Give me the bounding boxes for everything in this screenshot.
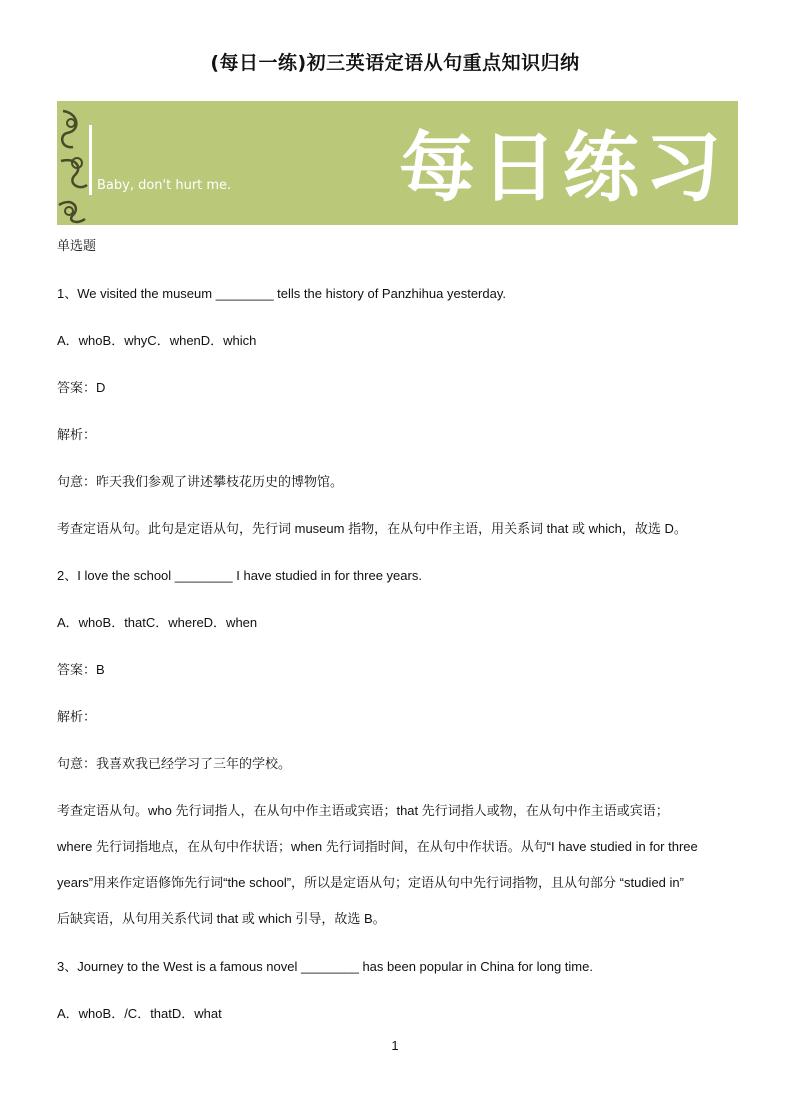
question-2-analysis-label: 解析： bbox=[57, 709, 97, 724]
question-3-stem: 3、Journey to the West is a famous novel ________ has been popular in China for long time. bbox=[57, 959, 593, 974]
question-3-options: A．whoB．/C．thatD．what bbox=[57, 1006, 222, 1021]
question-2-options: A．whoB．thatC．whereD．when bbox=[57, 615, 258, 630]
question-2-explanation-line-1: 考查定语从句。who 先行词指人，在从句中作主语或宾语；that 先行词指人或物，在从句中作主语或宾语； bbox=[57, 803, 669, 818]
question-1-answer: 答案：D bbox=[57, 380, 106, 395]
question-1-meaning: 句意：昨天我们参观了讲述攀枝花历史的博物馆。 bbox=[57, 474, 344, 489]
question-2-meaning: 句意：我喜欢我已经学习了三年的学校。 bbox=[57, 756, 292, 771]
banner-divider bbox=[89, 125, 92, 195]
question-2-answer: 答案：B bbox=[57, 662, 105, 677]
section-label: 单选题 bbox=[57, 238, 97, 253]
banner-image bbox=[57, 101, 738, 225]
banner-heading: 每日练习 bbox=[399, 123, 727, 212]
question-2-stem: 2、I love the school ________ I have studied in for three years. bbox=[57, 568, 422, 583]
question-1-analysis-label: 解析： bbox=[57, 427, 97, 442]
question-1-stem: 1、We visited the museum ________ tells the history of Panzhihua yesterday. bbox=[57, 286, 506, 301]
question-2-explanation-line-3: years”用来作定语修饰先行词“the school”，所以是定语从句；定语从句中先行词指物，且从句部分 “studied in” bbox=[57, 875, 684, 890]
question-2-explanation-line-4: 后缺宾语，从句用关系代词 that 或 which 引导，故选 B。 bbox=[57, 911, 386, 926]
page-number: 1 bbox=[391, 1038, 399, 1053]
question-2-explanation-line-2: where 先行词指地点，在从句中作状语；when 先行词指时间，在从句中作状语。从句“I have studied in for three bbox=[57, 839, 698, 854]
question-1-explanation: 考查定语从句。此句是定语从句，先行词 museum 指物，在从句中作主语，用关系词 that 或 which，故选 D。 bbox=[57, 521, 687, 536]
banner-motto: Baby, don't hurt me. bbox=[97, 178, 232, 193]
question-1-options: A．whoB．whyC．whenD．which bbox=[57, 333, 257, 348]
document-title: (每日一练)初三英语定语从句重点知识归纳 bbox=[210, 52, 580, 74]
